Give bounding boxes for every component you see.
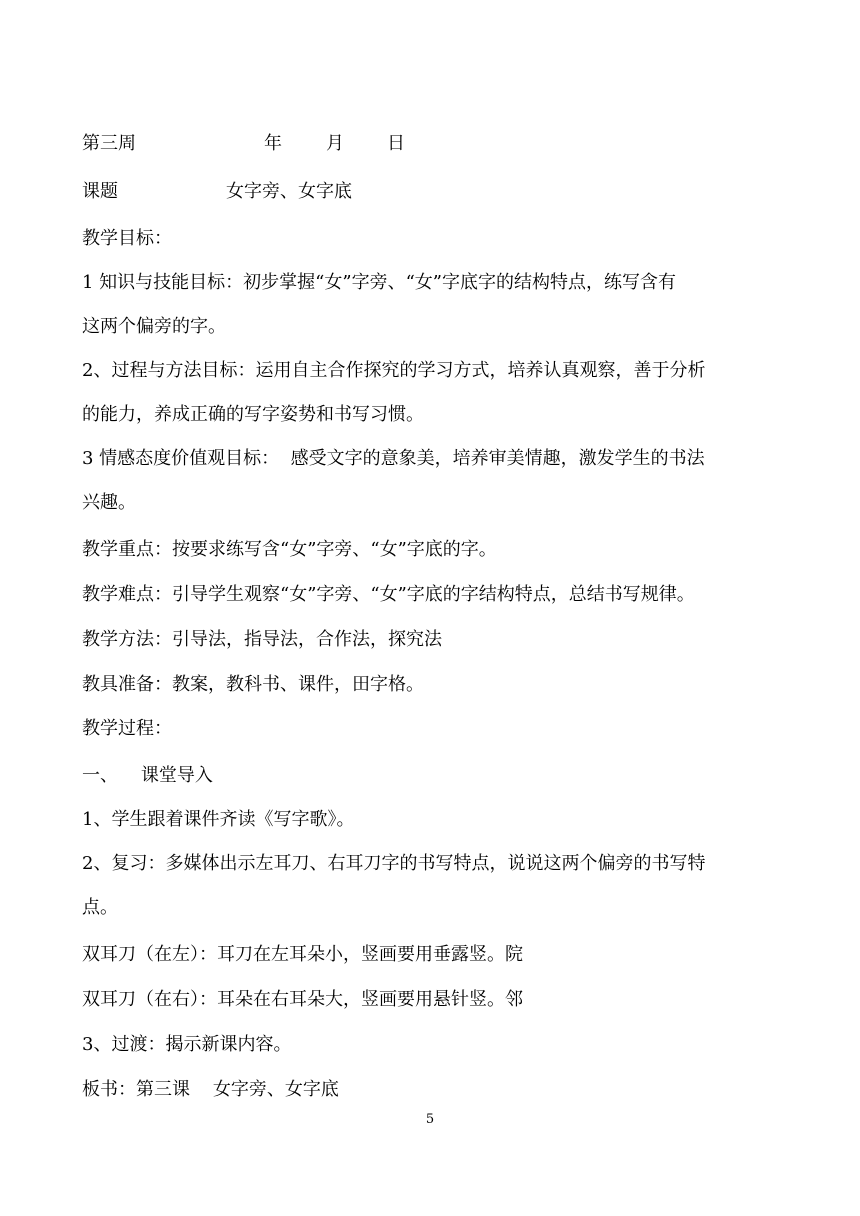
goal-1-line-2: 这两个偏旁的字。 <box>82 316 226 337</box>
goal-2-line-1: 2、过程与方法目标：运用自主合作探究的学习方式，培养认真观察，善于分析 <box>82 360 706 381</box>
teaching-tools: 教具准备：教案，教科书、课件，田字格。 <box>82 674 424 695</box>
day-label: 日 <box>387 133 405 154</box>
teaching-methods: 教学方法：引导法，指导法，合作法，探究法 <box>82 629 442 650</box>
page-number: 5 <box>425 1112 435 1127</box>
lesson-label: 课题 <box>82 181 118 202</box>
year-label: 年 <box>264 133 282 154</box>
month-label: 月 <box>326 133 344 154</box>
section-intro: 一、 课堂导入 <box>82 765 213 786</box>
step-2-line-2: 点。 <box>82 897 118 918</box>
step-3: 3、过渡：揭示新课内容。 <box>82 1034 292 1055</box>
lesson-topic <box>82 180 782 204</box>
goals-heading: 教学目标： <box>82 228 172 249</box>
difficulty: 教学难点：引导学生观察“女”字旁、“女”字底的字结构特点，总结书写规律。 <box>82 584 695 605</box>
lesson-title: 女字旁、女字底 <box>226 181 352 202</box>
ear-left-note: 双耳刀（在左）：耳刀在左耳朵小，竖画要用垂露竖。院 <box>82 944 523 965</box>
step-1: 1、学生跟着课件齐读《写字歌》。 <box>82 809 355 830</box>
goal-3-line-1: 3 情感态度价值观目标： 感受文字的意象美，培养审美情趣，激发学生的书法 <box>82 448 705 469</box>
ear-right-note: 双耳刀（在右）：耳朵在右耳朵大，竖画要用悬针竖。邻 <box>82 989 523 1010</box>
goal-2-line-2: 的能力，养成正确的写字姿势和书写习惯。 <box>82 404 424 425</box>
date-header <box>82 132 782 156</box>
step-2-line-1: 2、复习：多媒体出示左耳刀、右耳刀字的书写特点，说说这两个偏旁的书写特 <box>82 853 706 874</box>
key-point: 教学重点：按要求练写含“女”字旁、“女”字底的字。 <box>82 539 497 560</box>
goal-1-line-1: 1 知识与技能目标：初步掌握“女”字旁、“女”字底字的结构特点，练写含有 <box>82 272 676 293</box>
process-heading: 教学过程： <box>82 718 172 739</box>
board-writing: 板书：第三课 女字旁、女字底 <box>82 1079 339 1100</box>
goal-3-line-2: 兴趣。 <box>82 492 136 513</box>
week-label: 第三周 <box>82 133 136 154</box>
